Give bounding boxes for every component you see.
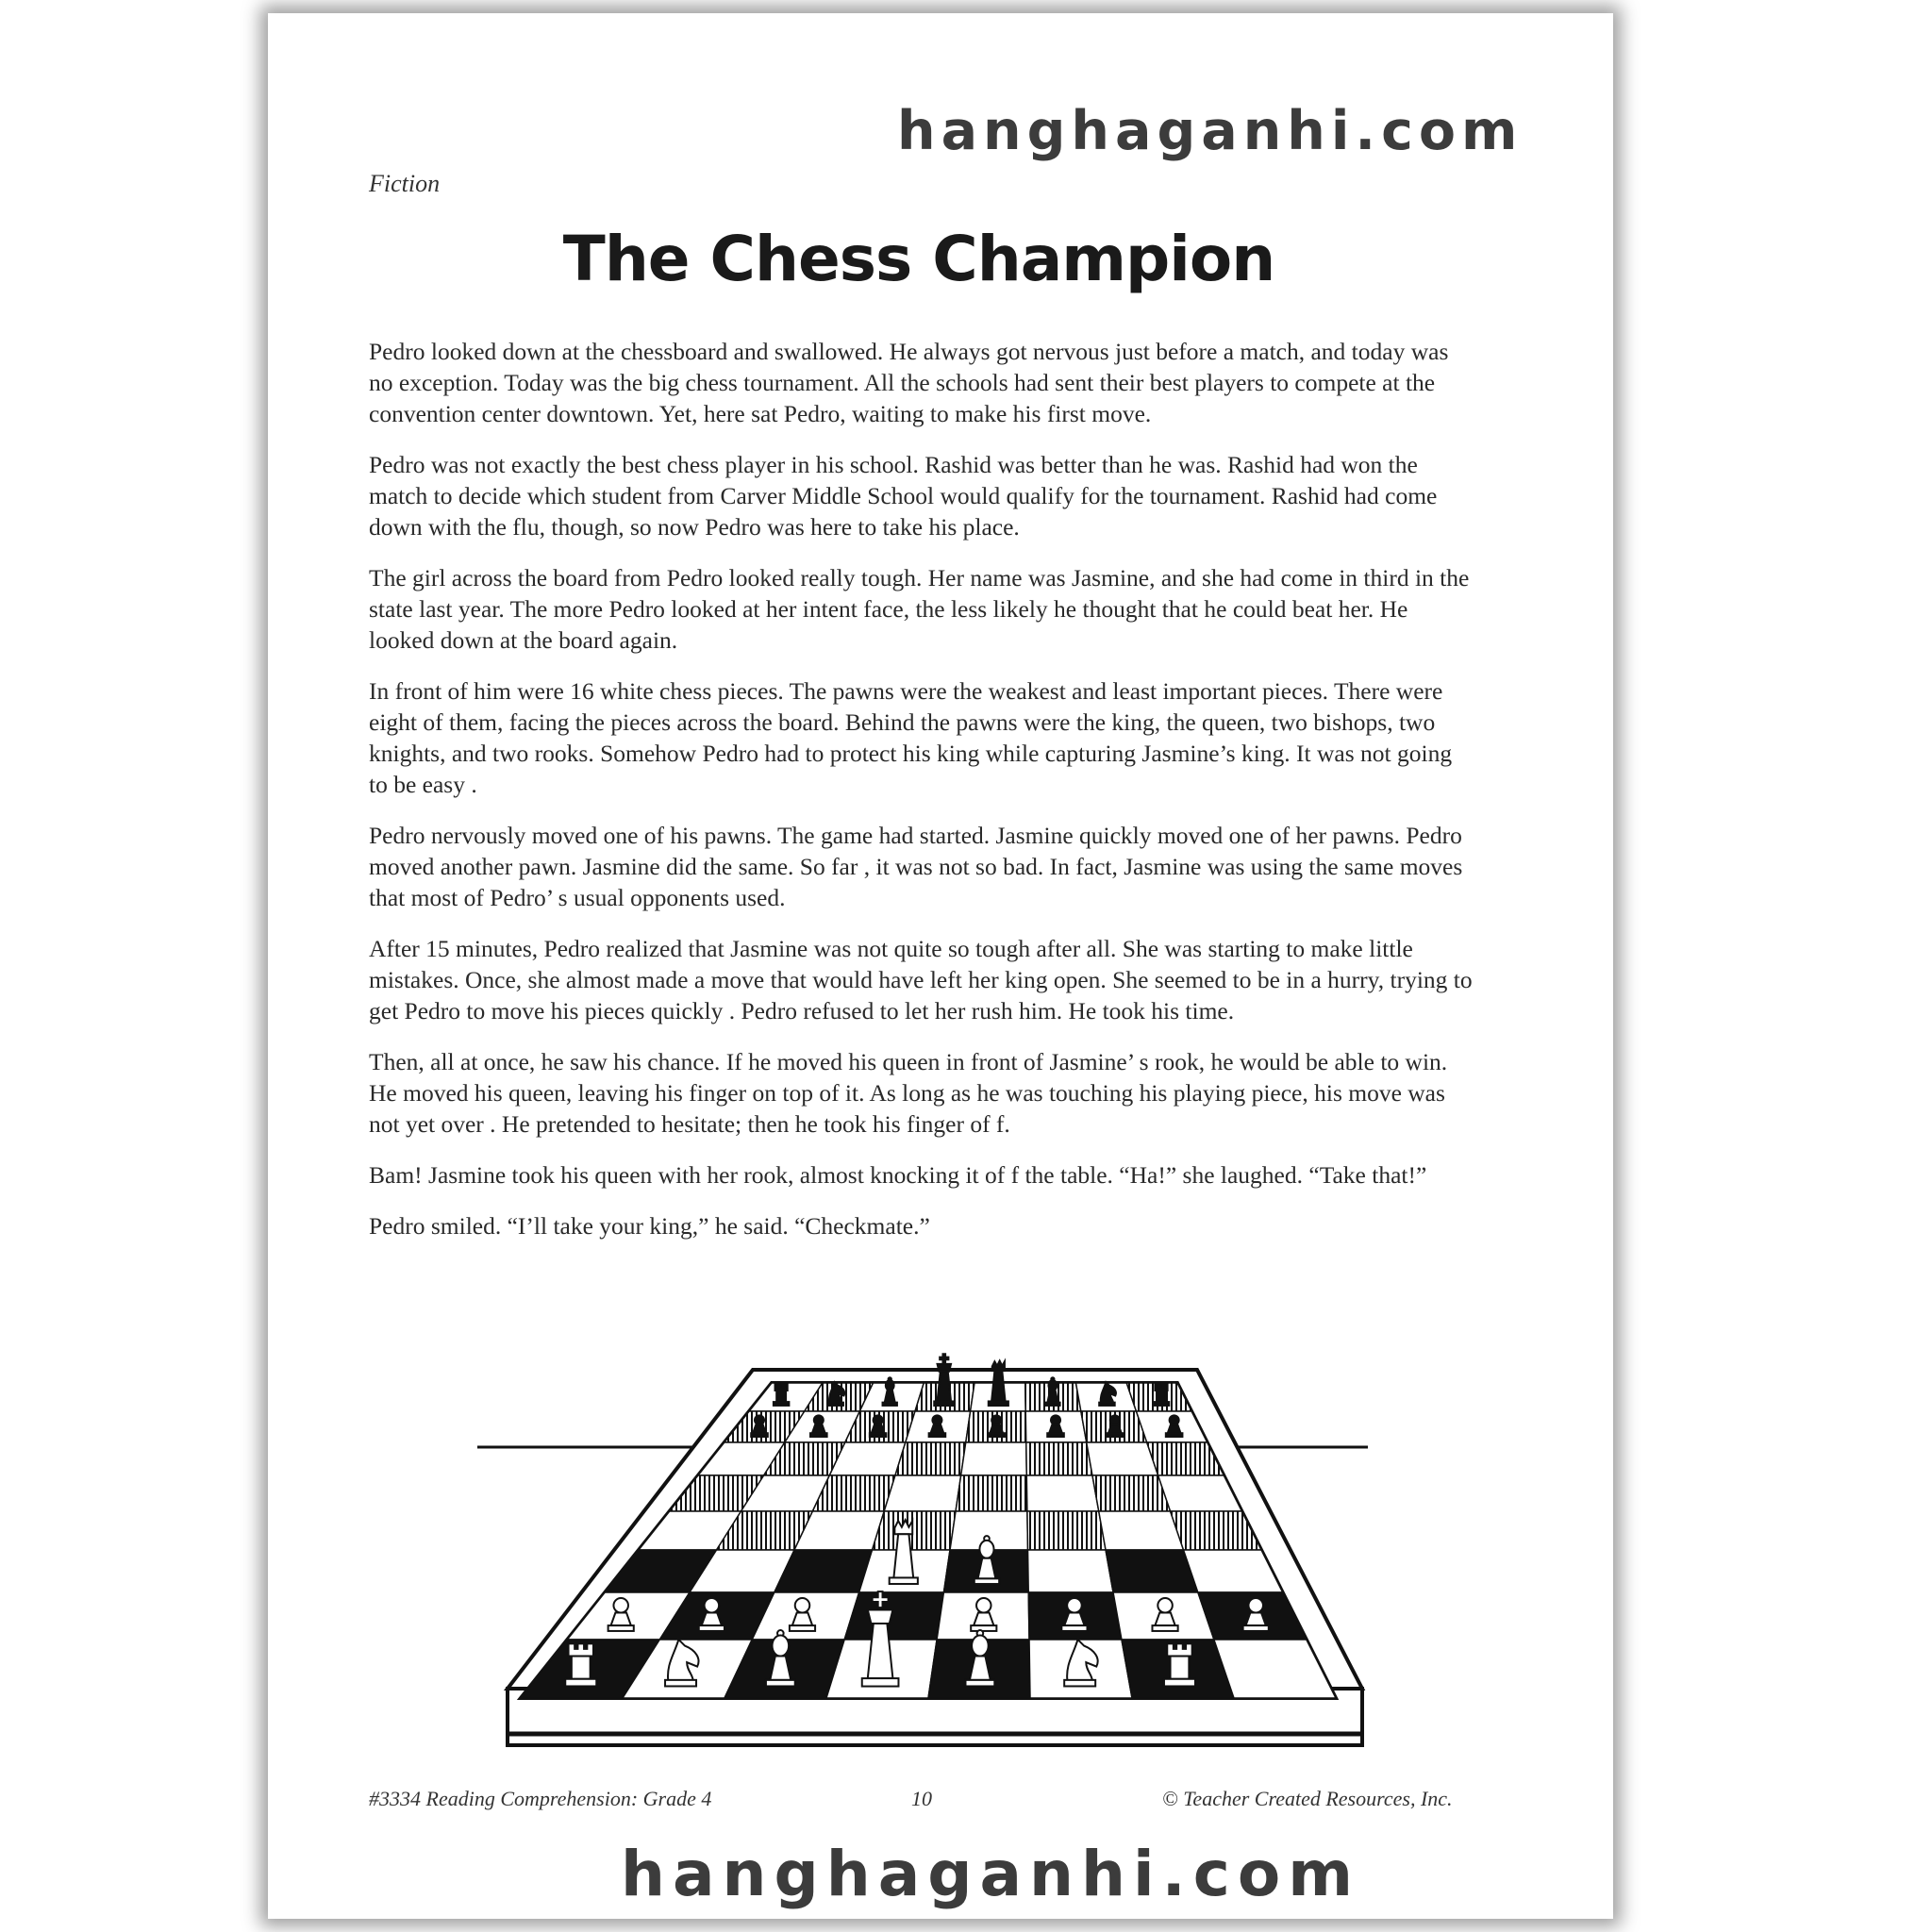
pawn-base xyxy=(988,1433,1005,1437)
pawn-base xyxy=(971,1625,996,1631)
paragraph: The girl across the board from Pedro looked really tough. Her name was Jasmine, and she had come in third in the state last year. The more Pedro looked at her intent face, the less likely he thought that he could beat her. He looked down at the board again. xyxy=(369,564,1470,654)
pawn-head xyxy=(1051,1415,1060,1424)
pawn-head xyxy=(1170,1415,1179,1424)
pawn-body xyxy=(792,1613,812,1626)
pawn-head xyxy=(613,1598,628,1613)
pawn-head xyxy=(814,1415,824,1424)
board-square xyxy=(844,1592,943,1640)
pawn-body xyxy=(1246,1613,1266,1626)
pawn-base xyxy=(699,1625,724,1631)
pawn-head xyxy=(976,1598,991,1613)
rook-body xyxy=(776,1391,786,1402)
genre-label: Fiction xyxy=(369,170,441,197)
pawn-head xyxy=(1248,1598,1263,1613)
pawn-head xyxy=(1158,1598,1173,1613)
pawn-body xyxy=(1108,1424,1122,1433)
footer-book-title: #3334 Reading Comprehension: Grade 4 xyxy=(369,1787,712,1810)
bishop-head xyxy=(972,1636,989,1657)
pawn-head xyxy=(1067,1598,1082,1613)
pawn-body xyxy=(812,1424,825,1433)
rook-top xyxy=(1167,1643,1191,1656)
rook-base xyxy=(565,1679,596,1687)
queen-body xyxy=(893,1534,913,1577)
king-body xyxy=(938,1372,952,1402)
bishop-base xyxy=(965,1680,994,1687)
bishop-base xyxy=(1045,1403,1059,1406)
pawn-body xyxy=(702,1613,722,1626)
king-crown xyxy=(938,1364,952,1372)
pawn-base xyxy=(870,1433,887,1437)
rook-body xyxy=(572,1657,591,1679)
paragraph: Pedro was not exactly the best chess player in his school. Rashid was better than he was. Rashid had won the match to decide which student from Carver Middle School would qualify for the tournament. Rashid had come down with the flu, though, so now Pedro was here to take his place. xyxy=(369,451,1438,541)
pawn-body xyxy=(1049,1424,1062,1433)
queen-crown xyxy=(992,1361,1005,1372)
rook-base xyxy=(1154,1402,1170,1406)
bishop-base xyxy=(974,1578,999,1584)
paragraph: Then, all at once, he saw his chance. If he moved his queen in front of Jasmine’ s rook, he would be able to win. He moved his queen, leaving his finger on top of it. As long as he was touching his playing piece, his move was not yet over . He pretended to hesitate; then he took his finger of f. xyxy=(369,1048,1448,1138)
pawn-head xyxy=(874,1415,883,1424)
board-square xyxy=(1087,1442,1158,1475)
queen-body xyxy=(991,1371,1006,1401)
page-title: The Chess Champion xyxy=(562,223,1275,295)
footer-page-number: 10 xyxy=(911,1787,932,1810)
pawn-base xyxy=(1047,1433,1064,1437)
board-square xyxy=(1028,1550,1114,1592)
footer-copyright: © Teacher Created Resources, Inc. xyxy=(1162,1787,1453,1810)
rook-top xyxy=(569,1643,593,1656)
pawn-head xyxy=(795,1598,810,1613)
pawn-base xyxy=(1152,1625,1177,1631)
watermark-top: hanghaganhi.com xyxy=(897,100,1524,162)
paragraph: Bam! Jasmine took his queen with her rook, almost knocking it of f the table. “Ha!” she laughed. “Take that!” xyxy=(369,1161,1427,1189)
paragraph: Pedro nervously moved one of his pawns. The game had started. Jasmine quickly moved one of her pawns. Pedro moved another pawn. Jasmine did the same. So far , it was not so bad. In fact, Jasmine was using the same moves that most of Pedro’ s usual opponents used. xyxy=(369,822,1463,911)
pawn-base xyxy=(810,1433,827,1437)
paragraph: Pedro smiled. “I’ll take your king,” he said. “Checkmate.” xyxy=(369,1212,930,1240)
rook-piece-b xyxy=(1154,1384,1170,1406)
pawn-head xyxy=(991,1415,1001,1424)
story-text xyxy=(369,336,1473,1261)
board-square xyxy=(1027,1511,1106,1550)
rook-base xyxy=(774,1402,790,1406)
knight-base xyxy=(1099,1403,1115,1406)
pawn-base xyxy=(1061,1625,1087,1631)
pawn-base xyxy=(1243,1625,1269,1631)
pawn-head xyxy=(1110,1415,1120,1424)
pawn-body xyxy=(1155,1613,1174,1626)
pawn-body xyxy=(1168,1424,1181,1433)
pawn-base xyxy=(1166,1433,1183,1437)
board-square xyxy=(873,1511,957,1550)
paragraph: Pedro looked down at the chessboard and swallowed. He always got nervous just before a match, and today was no exception. Today was the big chess tournament. All the schools had sent their best players to compete at the convention center downtown. Yet, here sat Pedro, waiting to make his first move. xyxy=(369,338,1449,427)
king-base xyxy=(934,1401,954,1406)
board-square xyxy=(1092,1475,1171,1511)
pawn-body xyxy=(753,1424,766,1433)
pawn-head xyxy=(932,1415,941,1424)
pawn-body xyxy=(990,1424,1003,1433)
bishop-base xyxy=(883,1403,897,1406)
paragraph: In front of him were 16 white chess pieces. The pawns were the weakest and least important pieces. There were eight of them, facing the pieces across the board. Behind the pawns were the king, the queen, two bishops, two knights, and two rooks. Somehow Pedro had to protect his king while capturing Jasmine’s king. It was not going to be easy . xyxy=(369,677,1453,798)
bishop-head xyxy=(1048,1380,1057,1391)
bishop-body xyxy=(885,1391,895,1403)
queen-base xyxy=(890,1577,918,1584)
king-cross xyxy=(940,1354,948,1362)
board-square xyxy=(956,1475,1027,1511)
pawn-body xyxy=(872,1424,885,1433)
pawn-body xyxy=(931,1424,944,1433)
bishop-head xyxy=(886,1380,894,1391)
pawn-body xyxy=(1064,1613,1084,1626)
pawn-base xyxy=(751,1433,768,1437)
bishop-body xyxy=(1047,1391,1058,1403)
bishop-head xyxy=(979,1541,993,1558)
pawn-base xyxy=(929,1433,946,1437)
board-square xyxy=(961,1442,1027,1475)
paragraph: After 15 minutes, Pedro realized that Jasmine was not quite so tough after all. She was starting to make little mistakes. Once, she almost made a move that would have left her king open. She seemed to be in a hurry, trying to get Pedro to move his pieces quickly . Pedro refused to let her rush him. He took his time. xyxy=(369,935,1473,1024)
board-square xyxy=(884,1475,960,1511)
pawn-body xyxy=(611,1613,631,1626)
pawn-base xyxy=(790,1625,815,1631)
king-base xyxy=(862,1678,899,1686)
watermark-bottom: hanghaganhi.com xyxy=(621,1838,1360,1910)
pawn-head xyxy=(705,1598,720,1613)
board-square xyxy=(1026,1475,1098,1511)
board-square xyxy=(895,1442,966,1475)
bishop-head xyxy=(773,1636,790,1657)
knight-base xyxy=(1064,1680,1095,1687)
knight-base xyxy=(827,1403,843,1406)
knight-base xyxy=(665,1680,696,1687)
pawn-body xyxy=(974,1613,993,1626)
board-square xyxy=(1099,1511,1184,1550)
pawn-base xyxy=(608,1625,634,1631)
worksheet-page xyxy=(268,13,1613,1919)
rook-body xyxy=(1171,1657,1190,1679)
chessboard-illustration xyxy=(477,1319,1368,1758)
king-crown xyxy=(868,1610,893,1624)
board-square xyxy=(1106,1550,1198,1592)
pawn-head xyxy=(755,1415,764,1424)
queen-base xyxy=(989,1401,1008,1406)
rook-body xyxy=(1157,1391,1166,1402)
bishop-base xyxy=(766,1680,795,1687)
board-square xyxy=(1026,1442,1092,1475)
pawn-base xyxy=(1107,1433,1124,1437)
rook-piece-b xyxy=(774,1384,790,1406)
rook-base xyxy=(1164,1679,1195,1687)
